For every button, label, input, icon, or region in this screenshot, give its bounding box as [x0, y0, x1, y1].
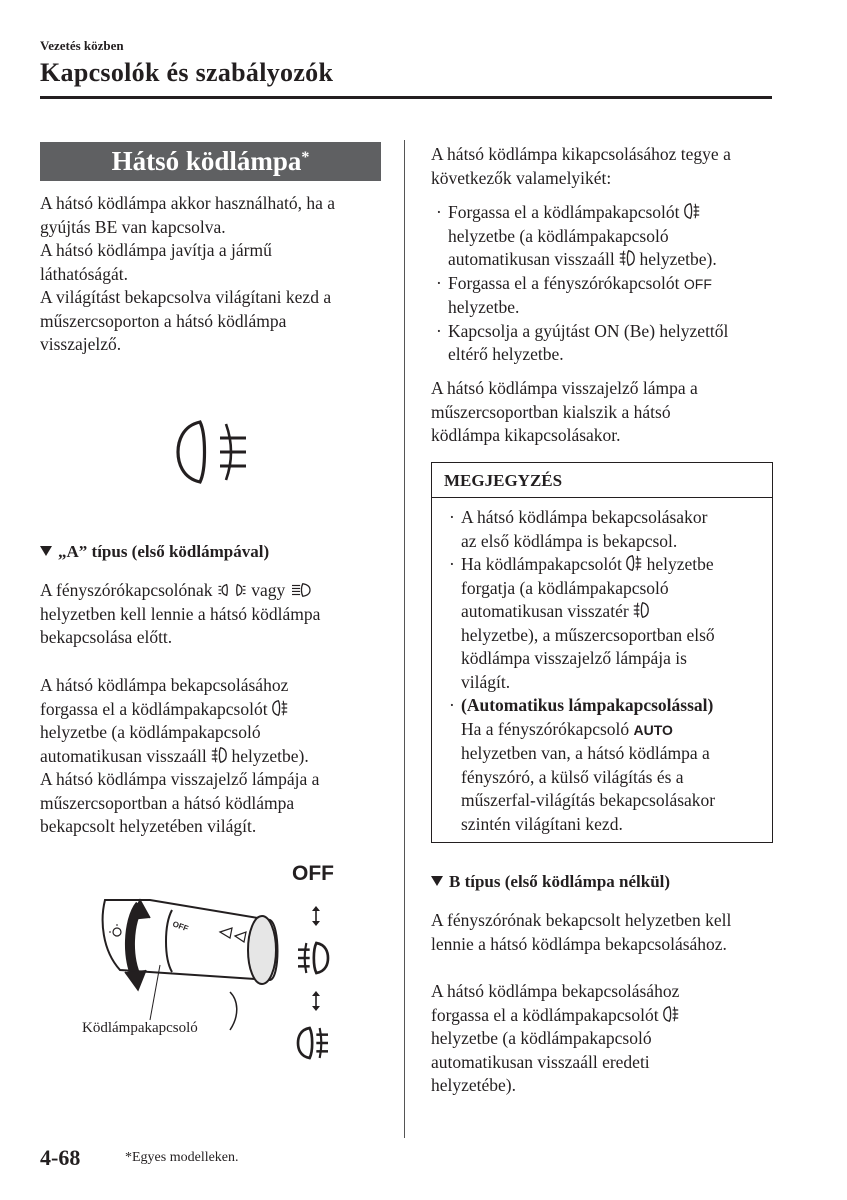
- front-fog-icon: [211, 745, 227, 765]
- arrow-updown-icon: [310, 905, 322, 927]
- heading-asterisk: *: [301, 149, 310, 166]
- text-line: műszerfal-világítás bekapcsolásakor: [461, 790, 716, 810]
- intro-line: gyújtás BE van kapcsolva.: [40, 216, 226, 237]
- intro-line: A hátsó ködlámpa javítja a jármű: [40, 240, 272, 260]
- off-symbol: OFF: [683, 275, 712, 292]
- footnote: *Egyes modelleken.: [125, 1150, 239, 1165]
- rear-fog-icon: [626, 553, 642, 573]
- intro-line: A világítást bekapcsolva világítani kezd a: [40, 287, 332, 307]
- text-line: helyzetébe).: [431, 1075, 517, 1095]
- note-title: MEGJEGYZÉS: [432, 463, 772, 498]
- rear-fog-lamp-icon: [174, 414, 254, 490]
- switch-off-mark: OFF: [171, 919, 190, 934]
- type-b-paragraph-2: [431, 980, 776, 1098]
- text-fragment: A fényszórókapcsolónak: [40, 580, 213, 600]
- list-item: [444, 694, 766, 836]
- note-box: [431, 462, 773, 843]
- text-fragment: Forgassa el a ködlámpakapcsolót: [448, 202, 680, 222]
- type-a-heading-text: „A” típus (első ködlámpával): [58, 542, 270, 561]
- note-list: [444, 506, 766, 836]
- text-line: helyzetbe (a ködlámpakapcsoló: [431, 1028, 652, 1048]
- front-fog-icon: [296, 938, 330, 978]
- text-line: az első ködlámpa is bekapcsol.: [461, 530, 678, 551]
- section-label: Vezetés közben: [40, 38, 124, 53]
- text-line: helyzetben van, a hátsó ködlámpa a: [461, 743, 710, 763]
- column-divider: [404, 140, 405, 1138]
- rear-fog-icon: [296, 1023, 330, 1063]
- text-fragment: automatikusan visszaáll: [448, 249, 615, 269]
- right-paragraph-2: [431, 377, 776, 448]
- headlight-icon: [290, 581, 312, 599]
- text-line: A hátsó ködlámpa visszajelző lámpa a: [431, 378, 698, 398]
- text-line: ködlámpa visszajelző lámpája is: [461, 648, 687, 668]
- text-line: · (Automatikus lámpakapcsolással): [461, 695, 714, 715]
- text-line: helyzetbe), a műszercsoportban első: [461, 624, 715, 645]
- type-a-paragraph-1: [40, 579, 395, 650]
- type-b-heading-text: B típus (első ködlámpa nélkül): [449, 872, 671, 891]
- list-item: [444, 553, 766, 694]
- text-line: A hátsó ködlámpa bekapcsolásához: [40, 675, 289, 695]
- right-intro: [431, 143, 776, 190]
- triangle-bullet-icon: [431, 876, 443, 886]
- off-steps-list: [431, 201, 776, 367]
- triangle-bullet-icon: [40, 546, 52, 556]
- section-heading: [40, 142, 381, 181]
- text-fragment: Ha a fényszórókapcsoló: [461, 718, 630, 739]
- text-fragment: Forgassa el a fényszórókapcsolót: [448, 272, 680, 293]
- rear-fog-icon: [684, 201, 700, 221]
- title-rule: [40, 96, 772, 99]
- type-b-heading: [431, 872, 670, 892]
- text-fragment: helyzetbe: [646, 554, 714, 574]
- list-item: [431, 320, 776, 367]
- arrow-updown-icon: [310, 990, 322, 1012]
- front-fog-icon: [619, 248, 635, 268]
- text-line: műszercsoportban kialszik a hátsó: [431, 401, 671, 422]
- text-line: [40, 745, 395, 769]
- front-fog-icon: [633, 600, 649, 620]
- intro-line: műszercsoporton a hátsó ködlámpa: [40, 310, 287, 331]
- intro-line: A hátsó ködlámpa akkor használható, ha a: [40, 193, 335, 213]
- text-line: világít.: [461, 671, 511, 692]
- page-number: 4-68: [40, 1145, 81, 1170]
- text-line: bekapcsolt helyzetében világít.: [40, 816, 257, 836]
- text-fragment: automatikusan visszaáll: [40, 745, 207, 766]
- figure-caption: Ködlámpakapcsoló: [82, 1020, 198, 1036]
- text-line: helyzetben kell lennie a hátsó ködlámpa: [40, 603, 321, 624]
- figure-off-label: OFF: [292, 862, 334, 885]
- text-line: A hátsó ködlámpa bekapcsolásához: [431, 981, 680, 1001]
- text-line: automatikusan visszaáll eredeti: [431, 1051, 650, 1072]
- text-line: [431, 1004, 776, 1028]
- type-b-paragraph-1: [431, 909, 776, 956]
- intro-line: láthatóságát.: [40, 263, 128, 284]
- text-line: eltérő helyzetbe.: [448, 344, 564, 364]
- section-heading-text: Hátsó ködlámpa: [111, 146, 302, 176]
- text-line: fényszóró, a külső világítás és a: [461, 766, 684, 787]
- text-line: helyzetbe (a ködlámpakapcsoló: [40, 722, 261, 742]
- rear-fog-icon: [663, 1004, 679, 1024]
- text-line: A hátsó ködlámpa kikapcsolásához tegye a: [431, 144, 731, 164]
- text-fragment: helyzetbe).: [639, 249, 717, 269]
- text-line: · A hátsó ködlámpa bekapcsolásakor: [461, 507, 708, 527]
- text-line: forgatja (a ködlámpakapcsoló: [461, 577, 669, 598]
- intro-line: visszajelző.: [40, 334, 122, 354]
- text-line: helyzetbe.: [448, 297, 520, 317]
- text-line: lennie a hátsó ködlámpa bekapcsolásához.: [431, 933, 727, 954]
- parking-light-icon: [217, 581, 247, 599]
- text-fragment: vagy: [251, 580, 286, 600]
- rear-fog-icon: [272, 698, 288, 718]
- text-line: bekapcsolása előtt.: [40, 627, 173, 647]
- list-item: [444, 506, 766, 553]
- text-line: műszercsoportban a hátsó ködlámpa: [40, 792, 295, 813]
- text-fragment: automatikusan visszatér: [461, 601, 629, 621]
- text-fragment: forgassa el a ködlámpakapcsolót: [431, 1004, 659, 1025]
- text-fragment: helyzetbe).: [231, 745, 309, 766]
- text-line: [40, 579, 395, 603]
- text-line: ködlámpa kikapcsolásakor.: [431, 425, 621, 445]
- text-line: [40, 698, 395, 722]
- text-fragment: forgassa el a ködlámpakapcsolót: [40, 698, 268, 719]
- text-line: helyzetbe (a ködlámpakapcsoló: [448, 225, 669, 246]
- list-item: [431, 201, 776, 272]
- text-line: A fényszórónak bekapcsolt helyzetben kell: [431, 910, 732, 930]
- text-line: következők valamelyikét:: [431, 167, 612, 188]
- text-line: · Kapcsolja a gyújtást ON (Be) helyzettől: [448, 320, 729, 341]
- text-line: szintén világítani kezd.: [461, 813, 623, 834]
- auto-symbol: AUTO: [633, 721, 673, 738]
- page-title: Kapcsolók és szabályozók: [40, 58, 334, 87]
- list-item: [431, 272, 776, 320]
- text-fragment: Ha ködlámpakapcsolót: [461, 554, 622, 574]
- intro-paragraph: [40, 192, 390, 357]
- type-a-paragraph-2: [40, 674, 395, 839]
- text-line: A hátsó ködlámpa visszajelző lámpája a: [40, 769, 320, 789]
- type-a-heading: [40, 542, 269, 562]
